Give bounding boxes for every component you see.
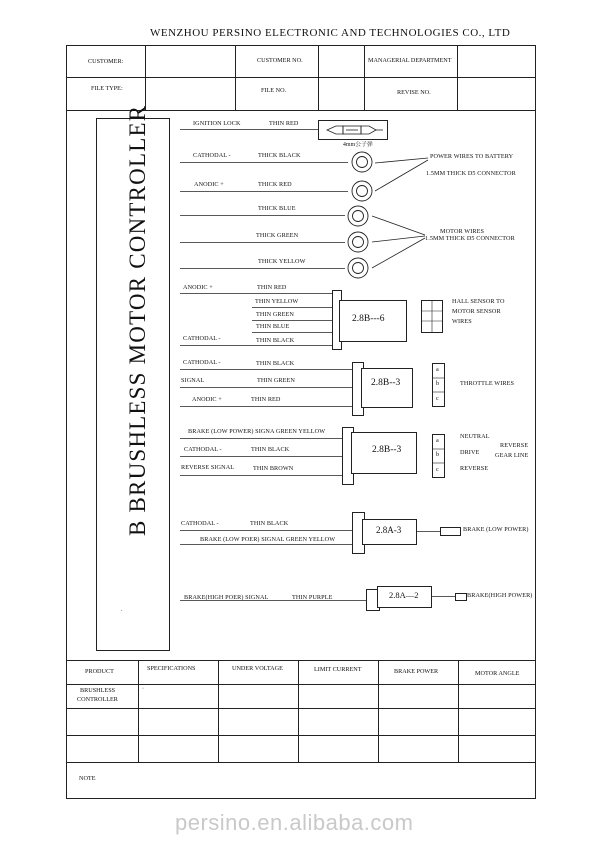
brake-high-label: BRAKE(HIGH POWER) [467,592,533,599]
power-connector-label: 1.5MM THICK D5 CONNECTOR [426,170,516,177]
throttle-label: THROTTLE WIRES [460,380,515,387]
ignition-label: IGNITION LOCK [193,120,241,127]
reverse-brake-signal: BRAKE (LOW POWER) SIGNA GREEN YELLOW [188,428,326,435]
hall-connector-label: 2.8B---6 [352,314,385,324]
brake-high-signal: BRAKE(HIGH POER) SIGNAL [184,594,269,601]
brake-high-connector-label: 2.8A—2 [389,590,419,600]
brake-low-plug [440,527,461,536]
brake-low-connector-label: 2.8A-3 [376,525,402,535]
file-no-label: FILE NO. [261,87,287,94]
throttle-connector [361,368,413,408]
brake-high-purple: THIN PURPLE [292,594,333,601]
reverse-gear-1: REVERSE [500,442,529,449]
throttle-signal: SIGNAL [181,377,205,384]
reverse-signal: REVERSE SIGNAL [181,464,235,471]
fuse-icon [319,121,387,139]
power-anodic: ANODIC + [194,181,224,188]
controller-title: B BRUSHLESS MOTOR CONTROLLER [125,104,150,536]
reverse-gear-2: GEAR LINE [495,452,529,459]
motor-label: MOTOR WIRES [440,228,485,235]
reverse-cathodal: CATHODAL - [184,446,222,453]
hall-green: THIN GREEN [256,311,294,318]
col-under-voltage: UNDER VOLTAGE [232,665,283,672]
throttle-black: THIN BLACK [256,360,295,367]
brake-high-plug [455,593,467,601]
col-motor-angle: MOTOR ANGLE [475,670,520,677]
throttle-pin-b: b [436,380,440,387]
hall-blue: THIN BLUE [256,323,290,330]
product-name-1: BRUSHLESS [80,687,116,694]
throttle-connector-label: 2.8B--3 [371,378,401,388]
hall-yellow: THIN YELLOW [255,298,299,305]
customer-label: CUSTOMER: [88,58,124,65]
reverse-pin-b: b [436,451,440,458]
brake-low-label: BRAKE (LOW POWER) [463,526,529,533]
brake-low-cathodal: CATHODAL - [181,520,219,527]
hall-black: THIN BLACK [256,337,295,344]
power-label: POWER WIRES TO BATTERY [430,153,514,160]
product-name-2: CONTROLLER [77,696,118,703]
dot-mark: . [121,607,123,613]
note-label: NOTE [79,775,96,782]
company-title: WENZHOU PERSINO ELECTRONIC AND TECHNOLOGIES CO., LTD [150,27,511,39]
fuse-connector [318,120,388,140]
hall-label-1: HALL SENSOR TO [452,298,505,305]
col-brake-power: BRAKE POWER [394,668,439,675]
throttle-pin-a: a [436,366,439,373]
throttle-pin-c: c [436,395,439,402]
watermark: persino.en.alibaba.com [175,810,414,835]
reverse-connector-label: 2.8B--3 [372,445,402,455]
hall-cathodal: CATHODAL - [183,335,221,342]
revise-no-label: REVISE NO. [397,89,431,96]
hall-label-3: WIRES [452,318,472,325]
power-cathodal-color: THICK BLACK [258,152,301,159]
reverse-pin-c: c [436,466,439,473]
drive-label: DRIVE [460,449,480,456]
motor-blue: THICK BLUE [258,205,296,212]
ignition-color: THIN RED [269,120,299,127]
throttle-red: THIN RED [251,396,281,403]
hall-label-2: MOTOR SENSOR [452,308,501,315]
hall-pin-grid [422,301,442,332]
brake-low-black: THIN BLACK [250,520,289,527]
reverse-word: REVERSE [460,465,489,472]
reverse-brown: THIN BROWN [253,465,294,472]
hall-red: THIN RED [257,284,287,291]
brake-low-signal: BRAKE (LOW POER) SIGNAL GREEN YELLOW [200,536,336,543]
col-product: PRODUCT [85,668,114,675]
managerial-label: MANAGERIAL DEPARTMENT [368,57,452,64]
throttle-cathodal: CATHODAL - [183,359,221,366]
neutral-label: NEUTRAL [460,433,490,440]
spec-dot: · [142,686,144,692]
power-anodic-color: THICK RED [258,181,292,188]
col-specifications: SPECIFICATIONS [147,665,196,672]
hall-pinout [421,300,443,333]
file-type-label: FILE TYPE: [91,85,123,92]
power-cathodal: CATHODAL - [193,152,231,159]
reverse-pin-a: a [436,437,439,444]
motor-yellow: THICK YELLOW [258,258,306,265]
reverse-black: THIN BLACK [251,446,290,453]
motor-connector-label: 1.5MM THICK D5 CONNECTOR [425,235,515,242]
hall-anodic: ANODIC + [183,284,213,291]
fuse-label: 4mm公子弹 [343,142,373,148]
throttle-anodic: ANODIC + [192,396,222,403]
col-limit-current: LIMIT CURRENT [314,666,362,673]
throttle-green: THIN GREEN [257,377,295,384]
customer-no-label: CUSTOMER NO. [257,57,303,64]
motor-green: THICK GREEN [256,232,299,239]
